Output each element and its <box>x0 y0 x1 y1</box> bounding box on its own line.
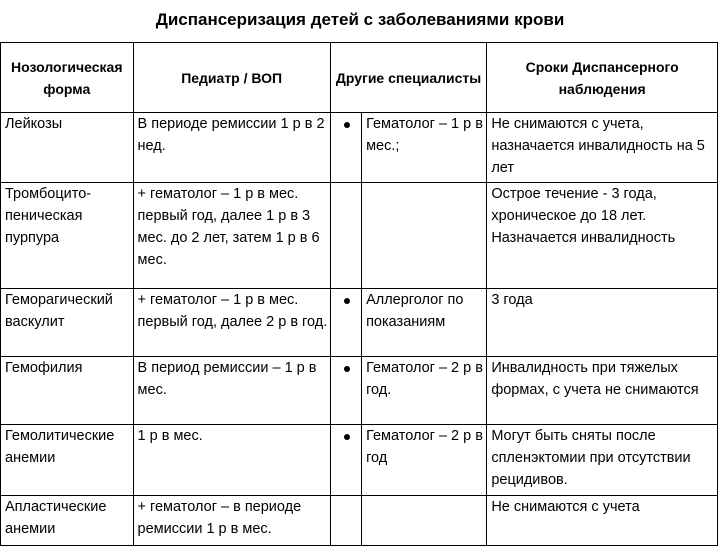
cell-terms: Могут быть сняты после спленэктомии при отсутствии рецидивов. <box>487 425 718 496</box>
cell-pediatrician: В периоде ремиссии 1 р в 2 нед. <box>133 113 330 183</box>
bullet-cell <box>330 425 361 496</box>
cell-form: Гемолитические анемии <box>1 425 134 496</box>
cell-form: Лейкозы <box>1 113 134 183</box>
cell-terms: Инвалидность при тяжелых формах, с учета не снимаются <box>487 357 718 425</box>
table-row <box>1 496 718 546</box>
bullet-cell <box>330 357 361 425</box>
table-row <box>1 289 718 357</box>
cell-specialists <box>362 496 487 546</box>
table-row <box>1 357 718 425</box>
bullet-icon <box>344 122 350 128</box>
cell-form: Апластические анемии <box>1 496 134 546</box>
bullet-cell <box>330 496 361 546</box>
cell-pediatrician: + гематолог – 1 р в мес. первый год, далее 2 р в год. <box>133 289 330 357</box>
cell-terms: 3 года <box>487 289 718 357</box>
cell-pediatrician: + гематолог – в периоде ремиссии 1 р в мес. <box>133 496 330 546</box>
dispensary-table <box>0 42 718 546</box>
cell-terms: Не снимаются с учета <box>487 496 718 546</box>
cell-form: Геморагический васкулит <box>1 289 134 357</box>
cell-specialists: Аллерголог по показаниям <box>362 289 487 357</box>
bullet-cell <box>330 113 361 183</box>
header-pediatrician: Педиатр / ВОП <box>133 43 330 113</box>
cell-specialists: Гематолог – 2 р в год <box>362 425 487 496</box>
bullet-cell <box>330 183 361 289</box>
bullet-cell <box>330 289 361 357</box>
cell-specialists: Гематолог – 1 р в мес.; <box>362 113 487 183</box>
cell-specialists <box>362 183 487 289</box>
bullet-icon <box>344 298 350 304</box>
header-other-specialists: Другие специалисты <box>330 43 487 113</box>
header-observation-terms: Сроки Диспансерного наблюдения <box>487 43 718 113</box>
cell-specialists: Гематолог – 2 р в год. <box>362 357 487 425</box>
bullet-icon <box>344 434 350 440</box>
cell-terms: Не снимаются с учета, назначается инвалидность на 5 лет <box>487 113 718 183</box>
table-header-row <box>1 43 718 113</box>
table-row <box>1 113 718 183</box>
cell-form: Тромбоцито-пеническая пурпура <box>1 183 134 289</box>
cell-pediatrician: В период ремиссии – 1 р в мес. <box>133 357 330 425</box>
table-row <box>1 183 718 289</box>
table-row <box>1 425 718 496</box>
page-title: Диспансеризация детей с заболеваниями крови <box>155 10 565 29</box>
cell-pediatrician: 1 р в мес. <box>133 425 330 496</box>
cell-pediatrician: + гематолог – 1 р в мес. первый год, далее 1 р в 3 мес. до 2 лет, затем 1 р в 6 мес. <box>133 183 330 289</box>
cell-terms: Острое течение - 3 года, хроническое до 18 лет. Назначается инвалидность <box>487 183 718 289</box>
bullet-icon <box>344 366 350 372</box>
cell-form: Гемофилия <box>1 357 134 425</box>
header-nosological-form: Нозологическая форма <box>1 43 134 113</box>
